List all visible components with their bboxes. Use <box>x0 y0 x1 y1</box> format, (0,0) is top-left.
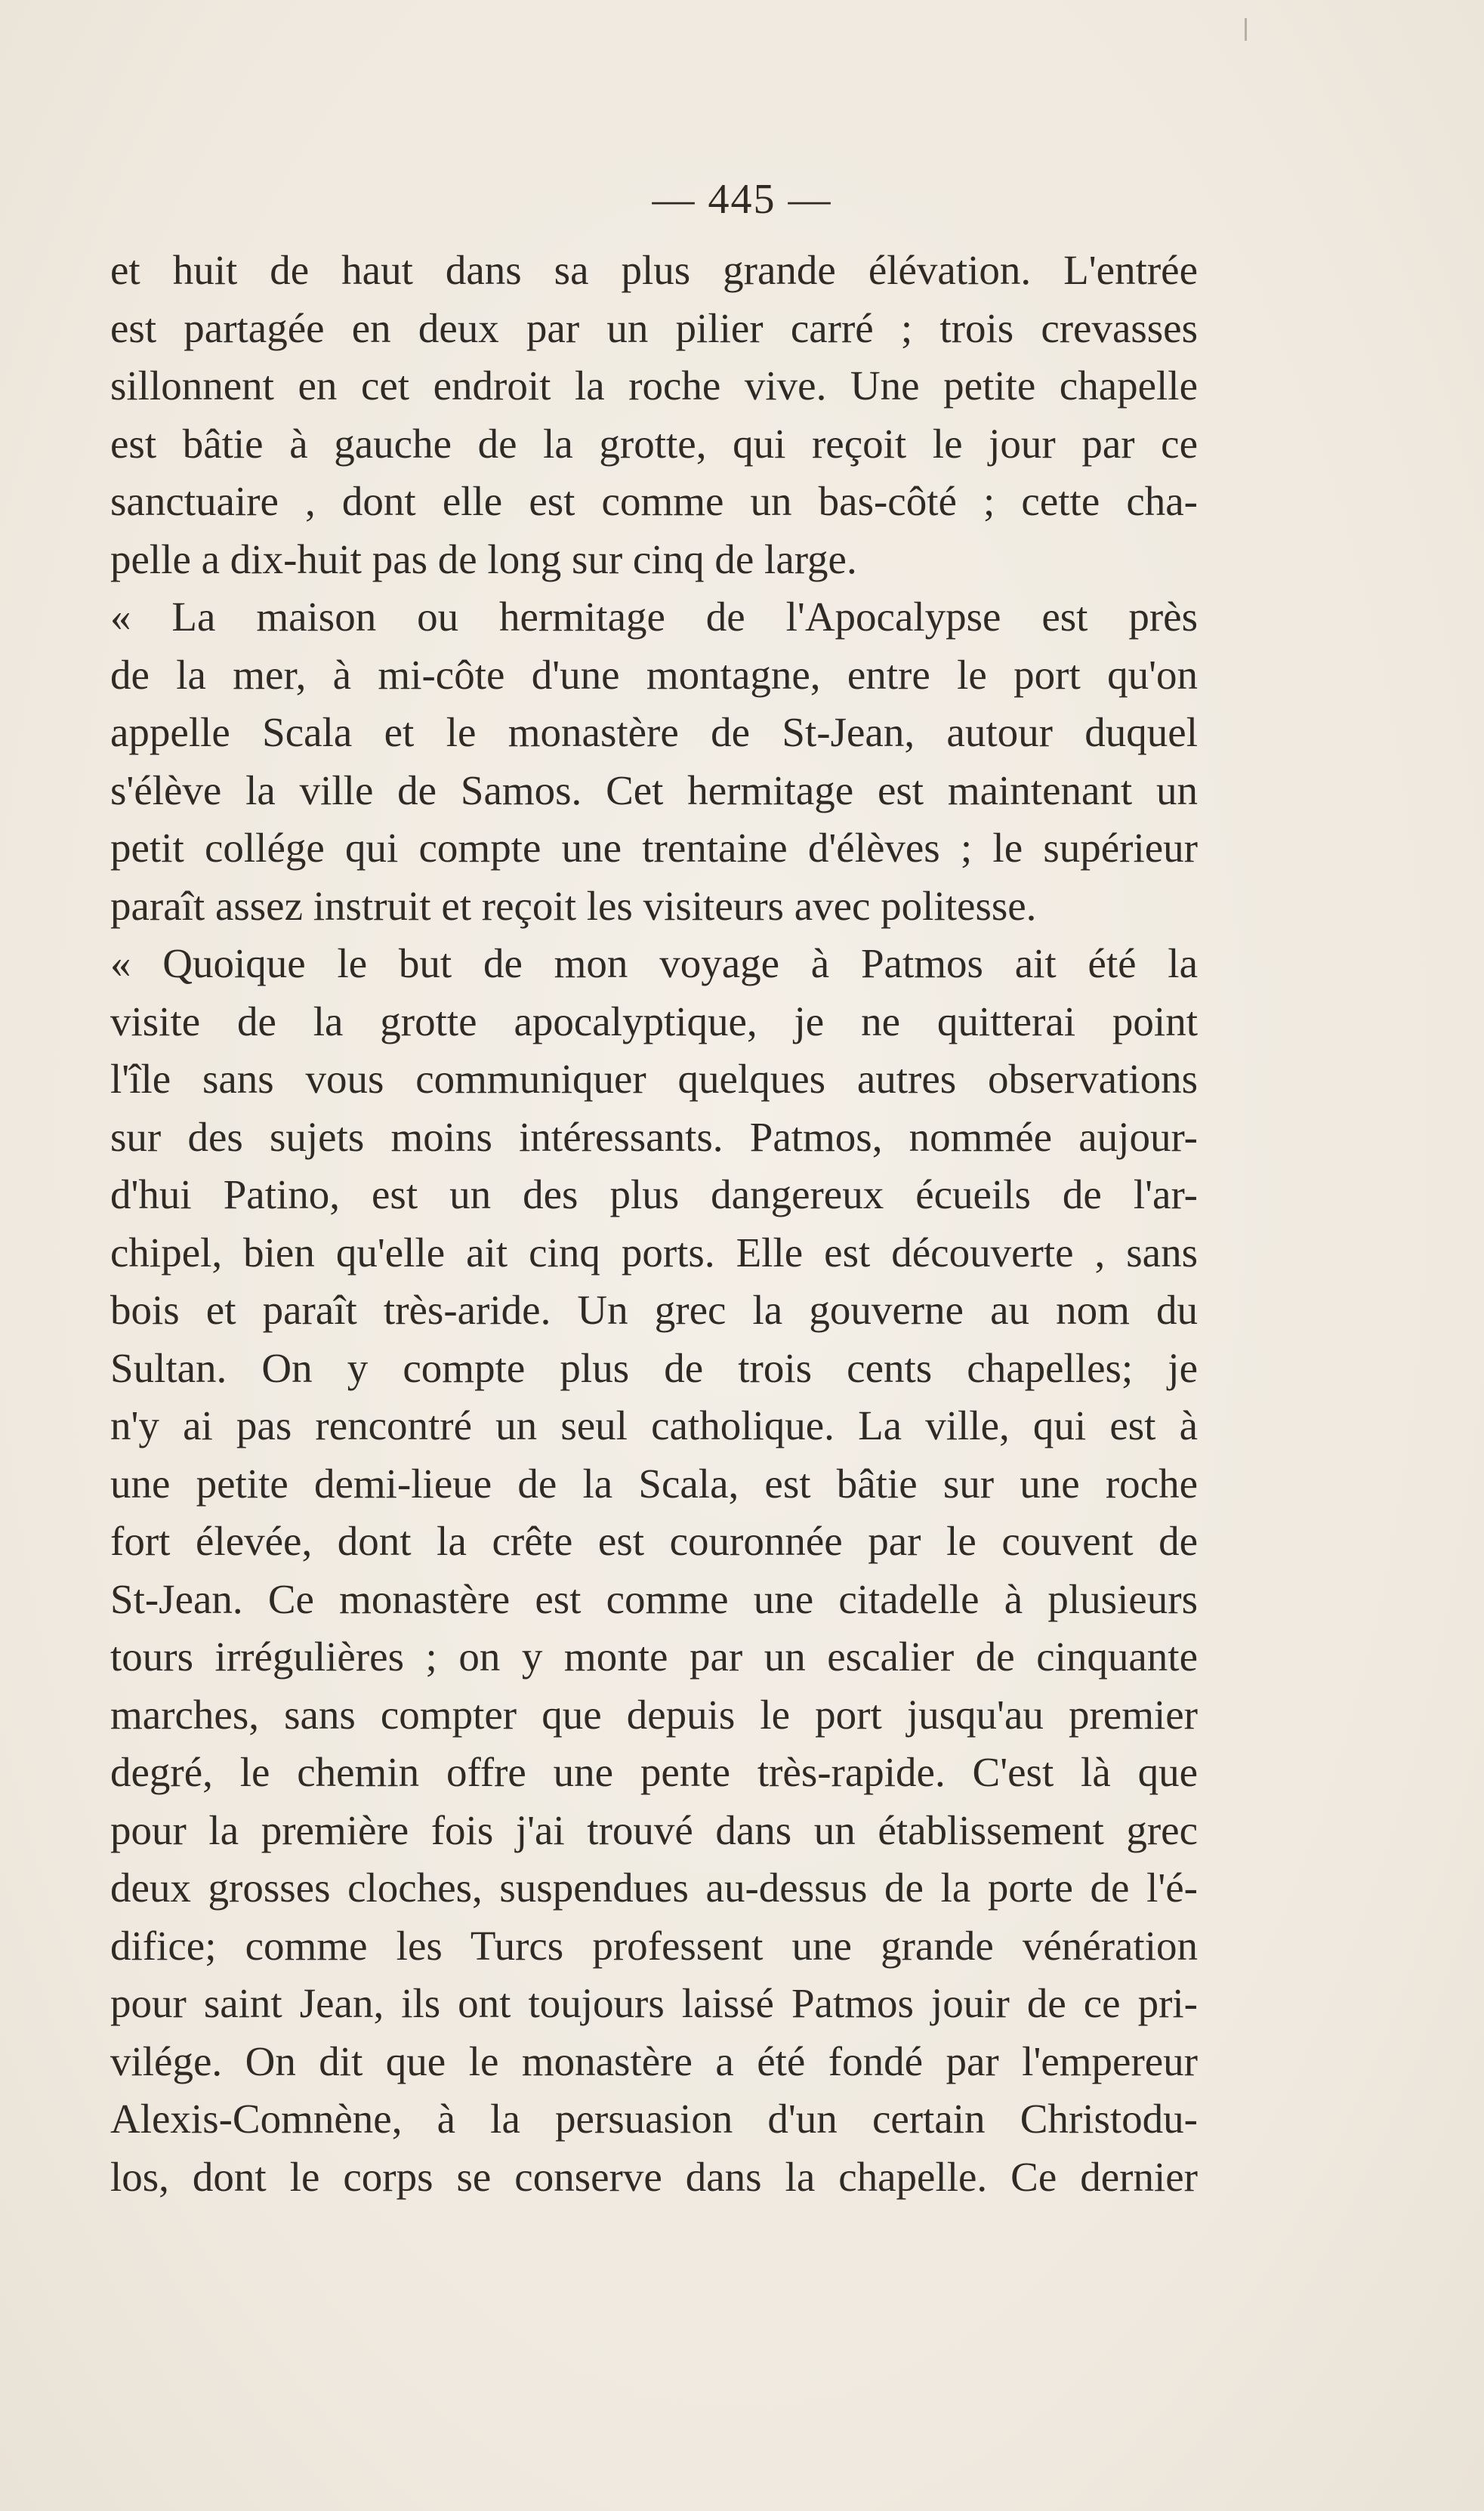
text-line: n'y ai pas rencontré un seul catholique. La ville, qui est à <box>110 1402 1198 1448</box>
text-line: St-Jean. Ce monastère est comme une citadelle à plusieurs <box>110 1575 1198 1622</box>
text-line: est partagée en deux par un pilier carré ; trois crevasses <box>110 304 1198 351</box>
text-line: Sultan. On y compte plus de trois cents chapelles; je <box>110 1344 1198 1391</box>
text-line: degré, le chemin offre une pente très-rapide. C'est là que <box>110 1749 1198 1795</box>
page-number: — 445 — <box>652 176 832 223</box>
binding-mark <box>1245 18 1247 41</box>
text-line: Alexis-Comnène, à la persuasion d'un certain Christodu- <box>110 2096 1198 2142</box>
text-line: l'île sans vous communiquer quelques autres observations <box>110 1056 1198 1102</box>
text-line: sanctuaire , dont elle est comme un bas-côté ; cette cha- <box>110 478 1198 524</box>
text-line: « Quoique le but de mon voyage à Patmos ait été la <box>110 940 1198 986</box>
text-line: marches, sans compter que depuis le port jusqu'au premier <box>110 1691 1198 1738</box>
text-line: bois et paraît très-aride. Un grec la gouverne au nom du <box>110 1287 1198 1333</box>
text-line: s'élève la ville de Samos. Cet hermitage est maintenant un <box>110 767 1198 813</box>
text-line: pour la première fois j'ai trouvé dans un établissement grec <box>110 1806 1198 1853</box>
text-line: fort élevée, dont la crête est couronnée par le couvent de <box>110 1518 1198 1564</box>
text-line: los, dont le corps se conserve dans la chapelle. Ce dernier <box>110 2153 1198 2200</box>
text-line: sillonnent en cet endroit la roche vive. Une petite chapelle <box>110 362 1198 409</box>
text-line: vilége. On dit que le monastère a été fondé par l'empereur <box>110 2037 1198 2084</box>
text-line: sur des sujets moins intéressants. Patmos, nommée aujour- <box>110 1113 1198 1160</box>
text-line: tours irrégulières ; on y monte par un escalier de cinquante <box>110 1633 1198 1680</box>
text-line: deux grosses cloches, suspendues au-dessus de la porte de l'é- <box>110 1865 1198 1911</box>
body-text <box>110 242 1198 2206</box>
text-line: chipel, bien qu'elle ait cinq ports. Elle est découverte , sans <box>110 1229 1198 1276</box>
text-line: appelle Scala et le monastère de St-Jean, autour duquel <box>110 709 1198 755</box>
text-line: de la mer, à mi-côte d'une montagne, entre le port qu'on <box>110 651 1198 698</box>
text-line: et huit de haut dans sa plus grande élévation. L'entrée <box>110 247 1198 293</box>
text-line: petit collége qui compte une trentaine d'élèves ; le supérieur <box>110 825 1198 871</box>
text-line: est bâtie à gauche de la grotte, qui reçoit le jour par ce <box>110 420 1198 467</box>
text-line: visite de la grotte apocalyptique, je ne quitterai point <box>110 998 1198 1044</box>
text-line: d'hui Patino, est un des plus dangereux écueils de l'ar- <box>110 1171 1198 1217</box>
text-line: difice; comme les Turcs professent une grande vénération <box>110 1922 1198 1969</box>
text-line: paraît assez instruit et reçoit les visiteurs avec politesse. <box>110 882 1037 929</box>
text-line: une petite demi-lieue de la Scala, est bâtie sur une roche <box>110 1460 1198 1507</box>
text-line: pelle a dix-huit pas de long sur cinq de large. <box>110 535 857 582</box>
text-line: « La maison ou hermitage de l'Apocalypse est près <box>110 594 1198 640</box>
text-line: pour saint Jean, ils ont toujours laissé Patmos jouir de ce pri- <box>110 1980 1198 2026</box>
